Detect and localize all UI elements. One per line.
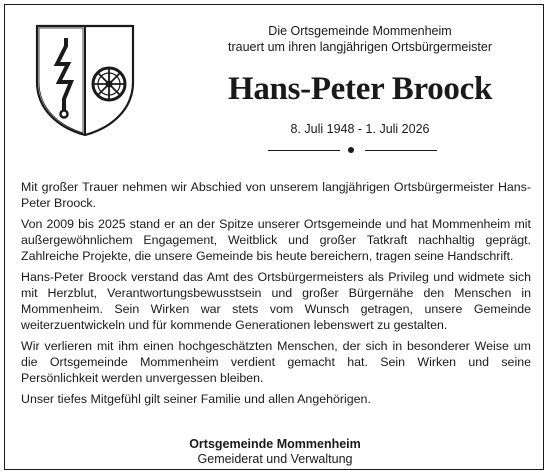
paragraph: Mit großer Trauer nehmen wir Abschied von unserem langjährigen Ortsbürgermeister Hans-Peter Broock. xyxy=(21,180,531,210)
paragraph: Hans-Peter Broock verstand das Amt des Ortsbürgermeisters als Privileg und widmete sich mit Herzblut, Verantwortungsbewusstsein und großer Bürgernähe den Menschen in Mommenheim. Sein Wirken war stets vom Wunsch getragen, unsere Gemeinde weiterzuentwickeln und für kommende Generationen lebenswert zu gestalten. xyxy=(21,270,531,332)
coat-of-arms-icon xyxy=(35,24,135,137)
notice-body xyxy=(21,179,531,412)
intro-line-2: trauert um ihren langjährigen Ortsbürgermeister xyxy=(227,40,492,54)
signature-body: Gemeiderat und Verwaltung xyxy=(197,452,353,466)
ornament-divider xyxy=(195,144,525,158)
notice-header xyxy=(195,23,525,158)
paragraph: Von 2009 bis 2025 stand er an der Spitze unserer Ortsgemeinde und hat Mommenheim mit außergewöhnlichem Engagement, Weitblick und großer Tatkraft nachhaltig geprägt. Zahlreiche Projekte, die unsere Gemeinde bis heute bereichern, tragen seine Handschrift. xyxy=(21,217,531,263)
divider-line-right xyxy=(365,150,437,151)
intro-line-1: Die Ortsgemeinde Mommenheim xyxy=(268,24,452,38)
paragraph: Wir verlieren mit ihm einen hochgeschätzten Menschen, der sich in besonderer Weise um die Ortsgemeinde Mommenheim verdient gemacht hat. Sein Wirken und seine Persönlichkeit werden unvergessen bleiben. xyxy=(21,339,531,385)
divider-dot xyxy=(348,147,354,153)
signature-org: Ortsgemeinde Mommenheim xyxy=(189,437,361,451)
obituary-notice xyxy=(4,4,544,470)
signature-block xyxy=(5,437,545,467)
divider-line-left xyxy=(268,150,340,151)
paragraph: Unser tiefes Mitgefühl gilt seiner Familie und allen Angehörigen. xyxy=(21,392,371,406)
deceased-name: Hans-Peter Broock xyxy=(227,71,493,107)
life-dates: 8. Juli 1948 - 1. Juli 2026 xyxy=(290,122,430,136)
